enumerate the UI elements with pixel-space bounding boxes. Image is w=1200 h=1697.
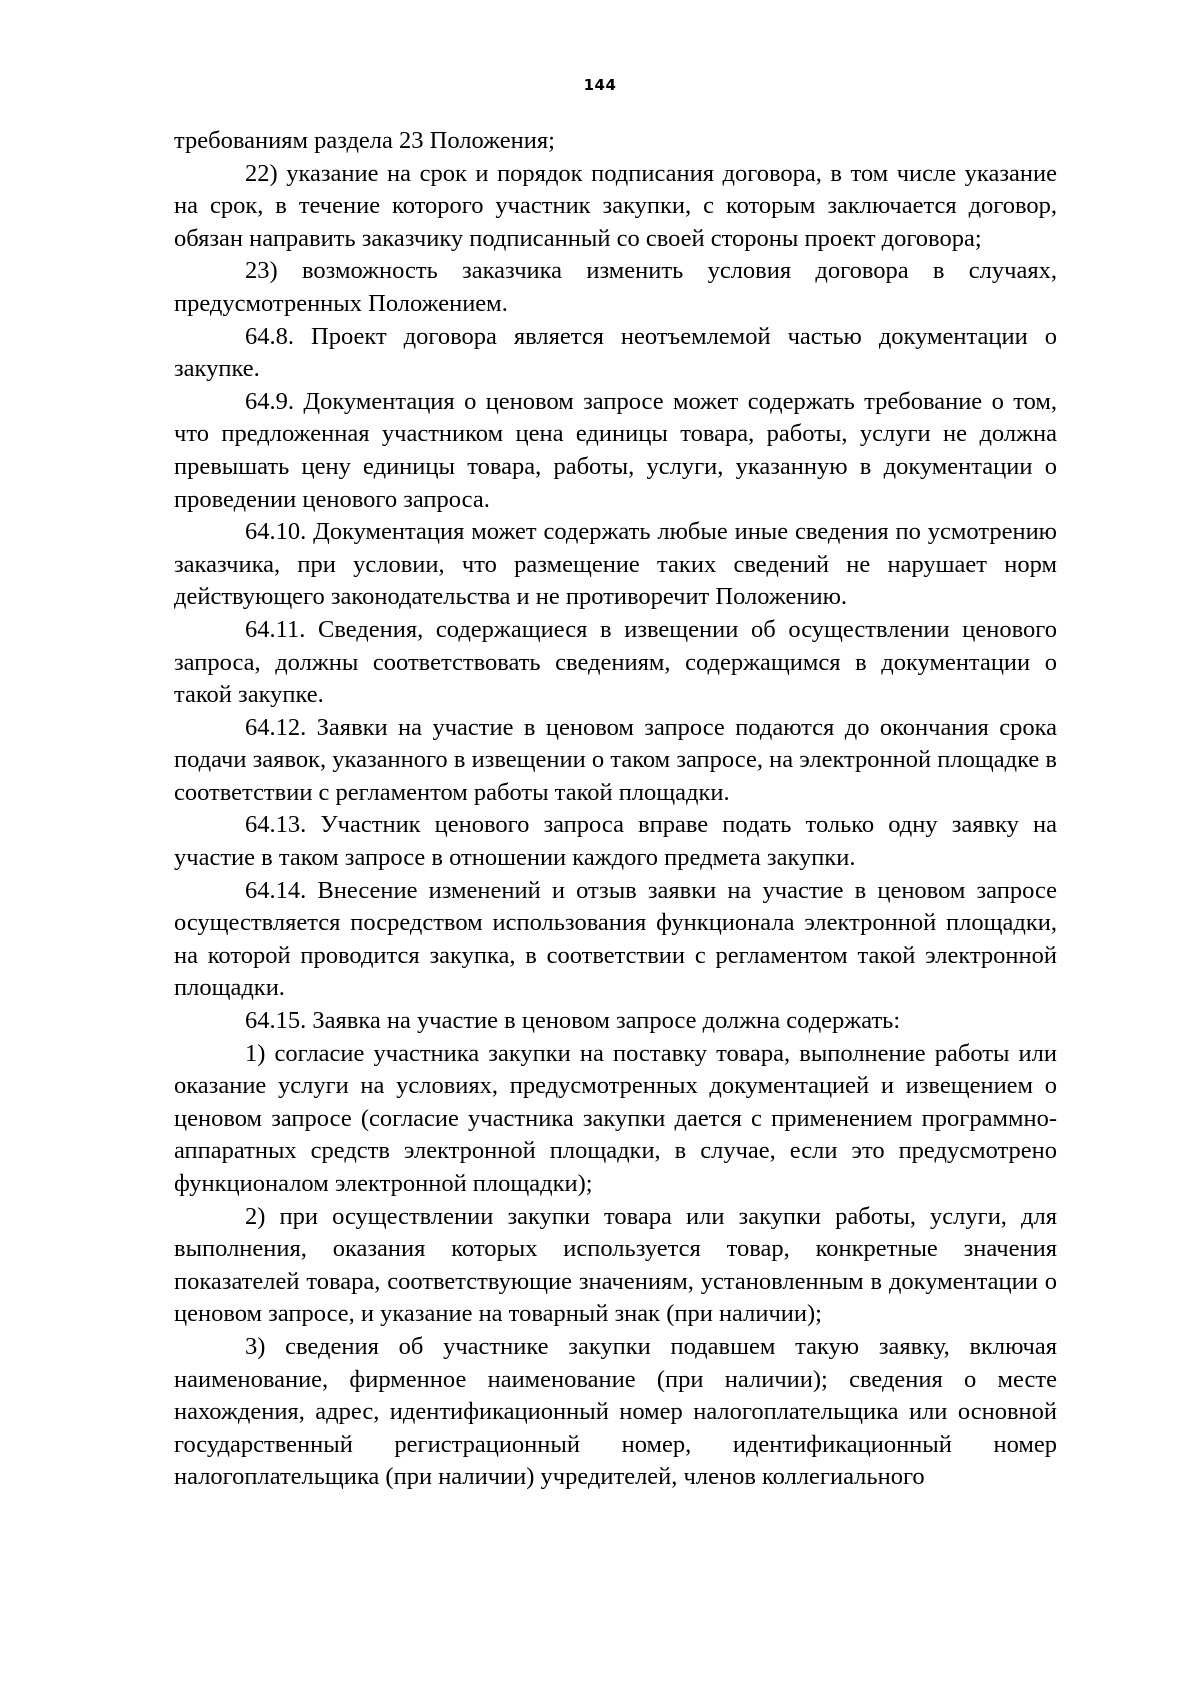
clause-64-13: 64.13. Участник ценового запроса вправе подать только одну заявку на участие в таком запросе в отношении каждого предмета закупки. [174, 811, 1057, 872]
clause-64-8: 64.8. Проект договора является неотъемлемой частью документации о закупке. [174, 322, 1057, 383]
clause-64-9: 64.9. Документация о ценовом запросе может содержать требование о том, что предложенная участником цена единицы товара, работы, услуги не должна превышать цену единицы товара, работы, услуги, указанную в документации о проведении ценового запроса. [174, 387, 1057, 513]
paragraph-continuation: требованиям раздела 23 Положения; [174, 127, 555, 154]
clause-64-15: 64.15. Заявка на участие в ценовом запросе должна содержать: [245, 1007, 901, 1035]
clause-64-10: 64.10. Документация может содержать любые иные сведения по усмотрению заказчика, при условии, что размещение таких сведений не нарушает норм действующего законодательства и не противоречит Положению. [174, 518, 1057, 611]
clause-64-11: 64.11. Сведения, содержащиеся в извещении об осуществлении ценового запроса, должны соответствовать сведениям, содержащимся в документации о такой закупке. [174, 615, 1057, 709]
list-item-2: 2) при осуществлении закупки товара или закупки работы, услуги, для выполнения, оказания которых используется товар, конкретные значения показателей товара, соответствующие значениям, установленным в документации о ценовом запросе, и указание на товарный знак (при наличии); [174, 1202, 1057, 1328]
list-item-22: 22) указание на срок и порядок подписания договора, в том числе указание на срок, в течение которого участник закупки, с которым заключается договор, обязан направить заказчику подписанный со своей стороны проект договора; [174, 159, 1057, 252]
page-number: 144 [583, 76, 617, 94]
list-item-23: 23) возможность заказчика изменить условия договора в случаях, предусмотренных Положением. [174, 257, 1057, 317]
document-text [174, 125, 1057, 1494]
clause-64-14: 64.14. Внесение изменений и отзыв заявки на участие в ценовом запросе осуществляется посредством использования функционала электронной площадки, на которой проводится закупка, в соответствии с регламентом такой электронной площадки. [174, 876, 1057, 1002]
list-item-3: 3) сведения об участнике закупки подавшем такую заявку, включая наименование, фирменное наименование (при наличии); сведения о месте нахождения, адрес, идентификационный номер налогоплательщика или основной государственный регистрационный номер, идентификационный номер налогоплательщика (при наличии) учредителей, членов коллегиального [174, 1332, 1057, 1491]
list-item-1: 1) согласие участника закупки на поставку товара, выполнение работы или оказание услуги на условиях, предусмотренных документацией и извещением о ценовом запросе (согласие участника закупки дается с применением программно-аппаратных средств электронной площадки, в случае, если это предусмотрено функционалом электронной площадки); [174, 1039, 1057, 1197]
clause-64-12: 64.12. Заявки на участие в ценовом запросе подаются до окончания срока подачи заявок, указанного в извещении о таком запросе, на электронной площадке в соответствии с регламентом работы такой площадки. [174, 713, 1057, 806]
